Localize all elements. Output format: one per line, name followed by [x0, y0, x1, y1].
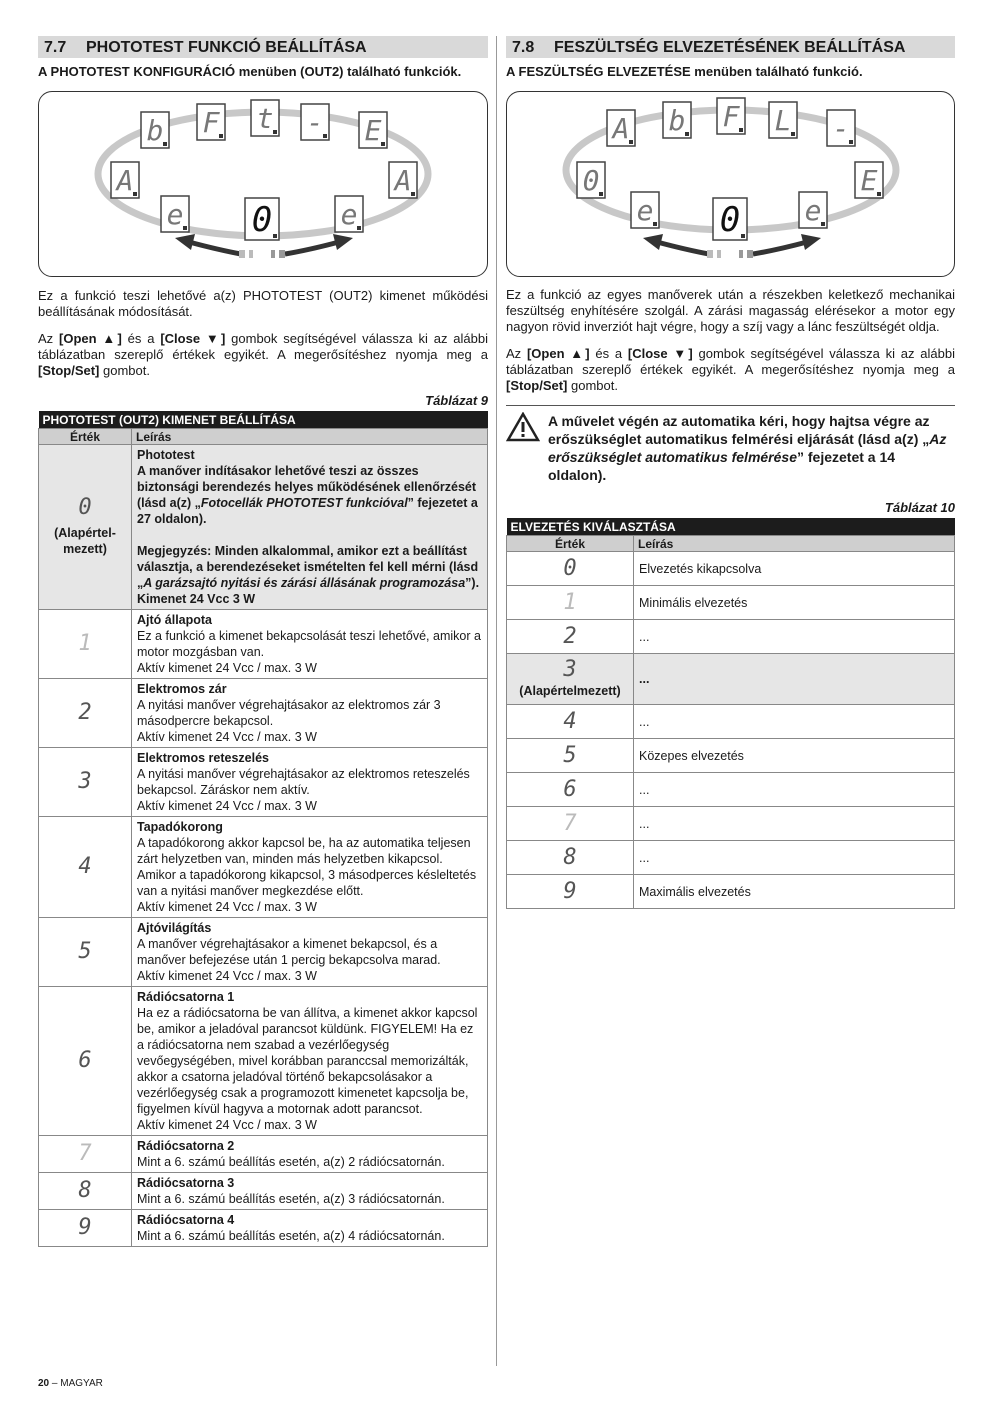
left-column — [38, 36, 488, 1247]
row-title: Phototest — [137, 448, 195, 462]
table-row — [39, 987, 488, 1136]
led-display — [141, 112, 169, 148]
led-display — [359, 112, 387, 148]
digit-display: 2 — [563, 623, 577, 649]
row-text: Ha ez a rádiócsatorna be van állítva, a kimenet akkor kapcsol be, amikor a jeladóval parancsot küldünk. FIGYELEM! Ha ez a rádiócsatorna nem szabad a vezérlőegység vevőegységében, mivel korábban paranccsal memorizálták, akkor a csatorna jeladóval történő bekapcsolásakor a vezérlőegység csak a programozott kimenetet kapcsolja be, figyelmen kívül hagyva a motornak adott parancsot. — [137, 1006, 478, 1116]
table-row — [39, 1136, 488, 1173]
led-display — [335, 196, 363, 232]
menu-cycle-diagram — [39, 92, 487, 276]
section-subtitle: A PHOTOTEST KONFIGURÁCIÓ menüben (OUT2) található funkciók. — [38, 64, 462, 79]
row-output: Kimenet 24 Vcc 3 W — [137, 592, 256, 606]
led-char: b — [146, 114, 164, 148]
table-row — [507, 875, 955, 909]
led-display — [161, 196, 189, 232]
table-title: PHOTOTEST (OUT2) KIMENET BEÁLLÍTÁSA — [39, 411, 488, 429]
led-char: - — [832, 112, 850, 146]
row-text: ... — [639, 714, 650, 729]
row-text: Ez a funkció a kimenet bekapcsolását teszi lehetővé, amikor a motor mozgásban van. — [137, 629, 481, 659]
section-title: PHOTOTEST FUNKCIÓ BEÁLLÍTÁSA — [86, 39, 367, 56]
led-char: e — [636, 194, 654, 228]
row-text: ... — [639, 850, 650, 865]
led-char: 0 — [251, 199, 273, 240]
display-diagram-phototest — [38, 91, 488, 277]
digit-display: 2 — [78, 700, 92, 725]
row-text: A manőver indításakor lehetővé teszi az összes biztonsági berendezés helyes működésének ellenőrzését (lásd a(z) „Fotocellák PHOTOTEST funkcióval” fejezetet a 27 oldalon). — [137, 464, 478, 526]
table-row — [39, 1210, 488, 1247]
row-note: Megjegyzés: Minden alkalommal, amikor ezt a beállítást választja, a berendezéseket ismételten fel kell mérni (lásd „A garázsajtó nyitási és zárási állásának programozása”). — [137, 544, 480, 590]
digit-display: 4 — [563, 708, 577, 734]
led-display — [251, 100, 279, 136]
row-text: Mint a 6. számú beállítás esetén, a(z) 4 rádiócsatornán. — [137, 1229, 445, 1243]
open-key-label: [Open ▲] — [59, 331, 122, 346]
instruction-paragraph: Az [Open ▲] és a [Close ▼] gombok segítségével válassza ki az alábbi táblázatban szereplő értékek egyikét. A megerősítéshez nyomja meg a [Stop/Set] gombot. — [38, 331, 488, 378]
close-key-label: [Close ▼] — [160, 331, 226, 346]
digit-display: 3 — [563, 657, 577, 682]
row-text: Maximális elvezetés — [639, 884, 751, 899]
column-header-description: Leírás — [634, 536, 955, 552]
warning-note: A művelet végén az automatika kéri, hogy hajtsa végre az erőszükséglet automatikus felmérési eljárását (lásd a(z) „Az erőszükséglet automatikus felmérése” fejezetet a 14 oldalon). — [506, 405, 955, 484]
instruction-paragraph: Az [Open ▲] és a [Close ▼] gombok segítségével válassza ki az alábbi táblázatban szereplő értékek egyikét. A megerősítéshez nyomja meg a [Stop/Set] gombot. — [506, 346, 955, 393]
page-footer — [38, 1378, 103, 1389]
led-char: 0 — [719, 199, 741, 240]
led-char: F — [202, 106, 220, 140]
row-text: ... — [639, 629, 650, 644]
section-heading-7-7 — [38, 36, 488, 58]
led-display — [111, 162, 139, 198]
led-char: e — [166, 198, 184, 232]
row-output: Aktív kimenet 24 Vcc / max. 3 W — [137, 969, 317, 983]
row-output: Aktív kimenet 24 Vcc / max. 3 W — [137, 900, 317, 914]
row-title: Ajtóvilágítás — [137, 921, 212, 935]
led-display — [389, 162, 417, 198]
section-number: 7.7 — [44, 39, 67, 56]
table-row — [507, 552, 955, 586]
table-row — [507, 841, 955, 875]
led-display — [717, 98, 745, 134]
page-number: 20 — [38, 1378, 50, 1389]
digit-display: 6 — [78, 1048, 92, 1073]
table-row — [39, 817, 488, 918]
row-title: Rádiócsatorna 3 — [137, 1176, 235, 1190]
led-char: A — [116, 164, 134, 198]
table-row — [507, 705, 955, 739]
digit-display: 5 — [563, 742, 577, 768]
led-display — [769, 102, 797, 138]
table-row — [39, 748, 488, 817]
row-output: Aktív kimenet 24 Vcc / max. 3 W — [137, 661, 317, 675]
row-text: A nyitási manőver végrehajtásakor az elektromos zár 3 másodpercre bekapcsol. — [137, 698, 441, 728]
display-diagram-tension — [506, 91, 955, 277]
digit-display: 1 — [78, 631, 92, 656]
led-display — [607, 110, 635, 146]
table-caption: Táblázat 10 — [884, 500, 955, 515]
phototest-table — [38, 411, 488, 1247]
table-row — [507, 739, 955, 773]
led-char: E — [364, 114, 382, 148]
table-row — [39, 445, 488, 610]
row-text: Közepes elvezetés — [639, 748, 744, 763]
digit-display: 9 — [563, 878, 577, 904]
row-text: ... — [639, 672, 650, 686]
row-text: Minimális elvezetés — [639, 595, 748, 610]
default-label: (Alapértel-mezett) — [54, 526, 116, 556]
table-row — [507, 654, 955, 705]
table-row — [39, 679, 488, 748]
stop-set-key-label: [Stop/Set] — [506, 378, 568, 393]
digit-display: 1 — [563, 589, 577, 615]
table-row — [39, 918, 488, 987]
table-title: ELVEZETÉS KIVÁLASZTÁSA — [507, 518, 955, 536]
right-column — [506, 36, 955, 909]
menu-cycle-diagram — [507, 92, 954, 276]
row-text: ... — [639, 816, 650, 831]
led-char: e — [804, 194, 822, 228]
digit-display: 0 — [563, 555, 577, 581]
default-label: (Alapértelmezett) — [519, 684, 621, 698]
open-key-label: [Open ▲] — [526, 346, 590, 361]
led-char: t — [256, 102, 274, 136]
led-display — [245, 198, 279, 240]
tension-table — [506, 518, 955, 909]
section-subtitle: A FESZÜLTSÉG ELVEZETÉSE menüben található funkció. — [506, 64, 863, 79]
table-row — [507, 586, 955, 620]
row-title: Elektromos zár — [137, 682, 227, 696]
digit-display: 8 — [78, 1178, 92, 1203]
row-title: Ajtó állapota — [137, 613, 213, 627]
led-char: A — [612, 112, 630, 146]
led-char: b — [668, 104, 686, 138]
table-caption: Táblázat 9 — [425, 393, 488, 408]
digit-display: 9 — [78, 1215, 92, 1240]
row-text: A tapadókorong akkor kapcsol be, ha az automatika teljesen zárt helyzetben van, minden más helyzetben kikapcsol. Amikor a tapadókorong kikapcsol, 3 másodperces késleltetés van a nyitási manőver megkezdése előtt. — [137, 836, 477, 898]
stop-set-key-label: [Stop/Set] — [38, 363, 100, 378]
row-text: Mint a 6. számú beállítás esetén, a(z) 3 rádiócsatornán. — [137, 1192, 445, 1206]
description-paragraph: Ez a funkció teszi lehetővé a(z) PHOTOTEST (OUT2) kimenet működési beállításának módosítását. — [38, 288, 488, 319]
row-text: Mint a 6. számú beállítás esetén, a(z) 2 rádiócsatornán. — [137, 1155, 445, 1169]
digit-display: 8 — [563, 844, 577, 870]
column-header-value: Érték — [39, 429, 132, 445]
digit-display: 3 — [78, 769, 92, 794]
row-output: Aktív kimenet 24 Vcc / max. 3 W — [137, 730, 317, 744]
table-row — [39, 1173, 488, 1210]
led-char: E — [860, 164, 878, 198]
row-text: A nyitási manőver végrehajtásakor az elektromos reteszelés bekapcsol. Záráskor nem aktív. — [137, 767, 470, 797]
led-display — [663, 102, 691, 138]
led-display — [631, 192, 659, 228]
digit-display: 4 — [78, 854, 92, 879]
column-header-description: Leírás — [132, 429, 488, 445]
row-title: Elektromos reteszelés — [137, 751, 270, 765]
column-header-value: Érték — [507, 536, 634, 552]
led-display — [301, 104, 329, 140]
digit-display: 6 — [563, 776, 577, 802]
digit-display: 0 — [78, 495, 92, 520]
close-key-label: [Close ▼] — [627, 346, 693, 361]
row-text: Elvezetés kikapcsolva — [639, 561, 762, 576]
row-title: Rádiócsatorna 2 — [137, 1139, 235, 1153]
description-paragraph: Ez a funkció az egyes manőverek után a részekben keletkező mechanikai feszültség enyhítésére szolgál. A zárási magasság elérésekor a motor egy nagyon rövid inverziót hajt végre, hogy a szíj vagy a lánc feszültségét oldja. — [506, 287, 955, 334]
section-title: FESZÜLTSÉG ELVEZETÉSÉNEK BEÁLLÍTÁSA — [554, 39, 906, 56]
table-row — [507, 620, 955, 654]
led-char: A — [394, 164, 412, 198]
row-title: Tapadókorong — [137, 820, 223, 834]
led-char: - — [306, 106, 324, 140]
row-text: A manőver végrehajtásakor a kimenet bekapcsol, és a manőver befejezése után 1 percig bekapcsolva marad. — [137, 937, 441, 967]
led-char: e — [340, 198, 358, 232]
digit-display: 7 — [563, 810, 577, 836]
row-output: Aktív kimenet 24 Vcc / max. 3 W — [137, 1118, 317, 1132]
row-output: Aktív kimenet 24 Vcc / max. 3 W — [137, 799, 317, 813]
column-divider — [496, 36, 497, 1366]
led-display — [855, 162, 883, 198]
section-heading-7-8 — [506, 36, 955, 58]
row-title: Rádiócsatorna 4 — [137, 1213, 235, 1227]
digit-display: 5 — [78, 939, 92, 964]
section-number: 7.8 — [512, 39, 535, 56]
warning-icon — [506, 412, 540, 442]
led-display — [827, 110, 855, 146]
led-display — [713, 198, 747, 240]
led-display — [197, 104, 225, 140]
table-row — [507, 807, 955, 841]
led-char: 0 — [582, 164, 600, 198]
table-row — [39, 610, 488, 679]
digit-display: 7 — [78, 1141, 92, 1166]
led-char: L — [774, 104, 792, 138]
row-title: Rádiócsatorna 1 — [137, 990, 235, 1004]
table-row — [507, 773, 955, 807]
led-display — [577, 162, 605, 198]
row-text: ... — [639, 782, 650, 797]
led-char: F — [722, 100, 740, 134]
led-display — [799, 192, 827, 228]
footer-language: – MAGYAR — [49, 1378, 103, 1389]
